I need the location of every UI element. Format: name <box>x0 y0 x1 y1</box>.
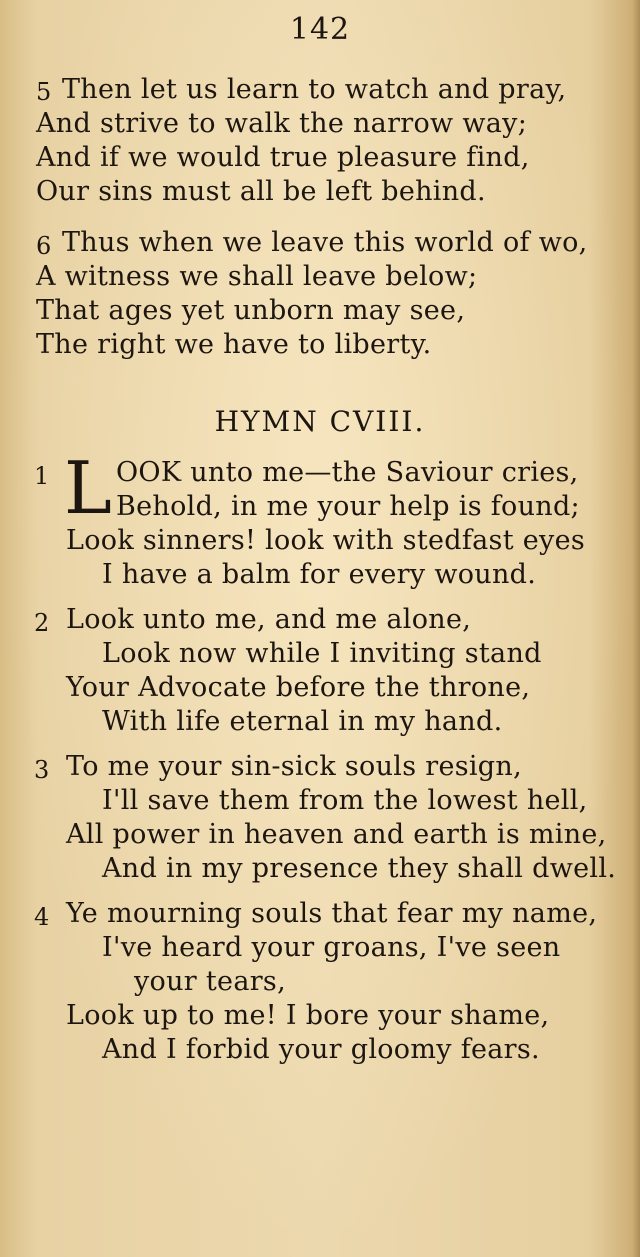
verse-line: All power in heaven and earth is mine, <box>66 819 607 850</box>
verse-line: The right we have to liberty. <box>36 329 432 360</box>
verse-line: OOK unto me—the Saviour cries, <box>116 457 579 488</box>
verse-line: And I forbid your gloomy fears. <box>102 1034 540 1065</box>
verse-line: Ye mourning souls that fear my name, <box>66 898 598 929</box>
stanza-number: 5 <box>36 78 52 106</box>
stanza-number: 4 <box>34 903 50 931</box>
stanza-number: 6 <box>36 232 52 260</box>
drop-cap: L <box>64 446 112 530</box>
verse-line: Then let us learn to watch and pray, <box>62 74 567 105</box>
verse-line: I'll save them from the lowest hell, <box>102 785 588 816</box>
stanza-number: 3 <box>34 756 50 784</box>
verse-line: And strive to walk the narrow way; <box>36 108 528 139</box>
verse-line: To me your sin-sick souls resign, <box>66 751 522 782</box>
verse-line: And if we would true pleasure find, <box>36 142 530 173</box>
verse-line: With life eternal in my hand. <box>102 706 503 737</box>
verse-line: Thus when we leave this world of wo, <box>62 227 588 258</box>
verse-line: Look now while I inviting stand <box>102 638 542 669</box>
verse-line: Look sinners! look with stedfast eyes <box>66 525 585 556</box>
verse-line: I have a balm for every wound. <box>102 559 537 590</box>
hymn-title: HYMN CVIII. <box>214 405 426 438</box>
verse-line: That ages yet unborn may see, <box>36 295 466 326</box>
stanza-number: 2 <box>34 609 50 637</box>
verse-line: I've heard your groans, I've seen <box>102 932 561 963</box>
verse-line: Look unto me, and me alone, <box>66 604 472 635</box>
page-number: 142 <box>289 12 351 47</box>
stanza-number: 1 <box>34 462 50 490</box>
verse-line: Behold, in me your help is found; <box>116 491 580 522</box>
verse-line: your tears, <box>134 966 286 997</box>
page-edge-shadow <box>632 0 640 1257</box>
verse-line: A witness we shall leave below; <box>36 261 478 292</box>
verse-line: Look up to me! I bore your shame, <box>66 1000 550 1031</box>
verse-line: And in my presence they shall dwell. <box>102 853 617 884</box>
verse-line: Your Advocate before the throne, <box>66 672 531 703</box>
verse-line: Our sins must all be left behind. <box>36 176 486 207</box>
